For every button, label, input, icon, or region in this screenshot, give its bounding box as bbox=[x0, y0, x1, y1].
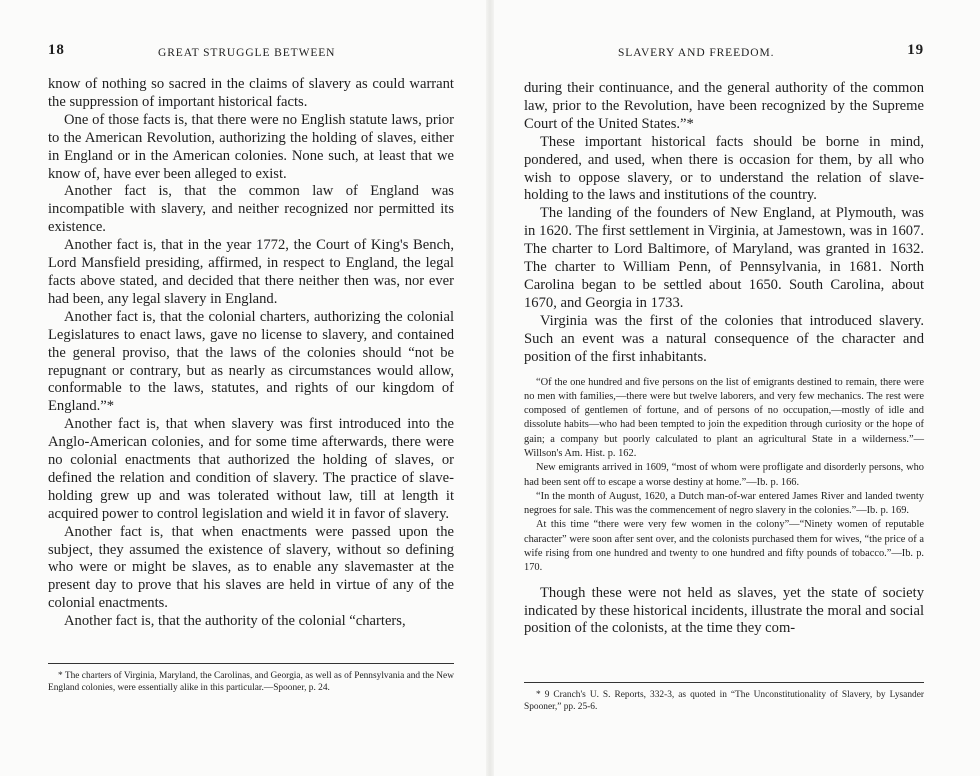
running-head: SLAVERY AND FREEDOM. bbox=[618, 47, 775, 59]
right-page-header bbox=[524, 44, 924, 66]
paragraph: Virginia was the first of the colonies that introduced slavery. Such an event was a natural consequence of the character and position of the first inhabitants. bbox=[524, 312, 924, 365]
quote-paragraph: New emigrants arrived in 1609, “most of whom were profligate and disorderly persons, who had been sent off to escape a worse destiny at home.”—Ib. p. 166. bbox=[524, 462, 924, 488]
quote-paragraph: “Of the one hundred and five persons on the list of emigrants destined to remain, there were no men with families,—there were but twelve laborers, and very few mechanics. The rest were composed of gentlemen of fortune, and of persons of no occupation,—mostly of idle and dissolute habits—who had been tempted to join the expedition through curiosity or the hope of gain; a company but poorly calculated to plant an agricultural State in a wilderness.”—Willson's Am. Hist. p. 162. bbox=[524, 376, 924, 459]
paragraph: Another fact is, that the authority of the colonial “charters, bbox=[64, 613, 406, 630]
right-page bbox=[490, 0, 980, 776]
paragraph: Another fact is, that in the year 1772, the Court of King's Bench, Lord Mansfield presiding, affirmed, in respect to England, the legal facts above stated, and decided that there neither then was, nor ever had been, any legal slavery in England. bbox=[48, 237, 454, 307]
paragraph: Another fact is, that the common law of England was incompatible with slavery, and neither recognized nor permitted its existence. bbox=[48, 183, 454, 236]
page-number: 19 bbox=[907, 42, 924, 58]
paragraph: know of nothing so sacred in the claims of slavery as could warrant the suppression of important historical facts. bbox=[48, 76, 454, 110]
left-page-header bbox=[48, 44, 454, 66]
paragraph: during their continuance, and the general authority of the common law, prior to the Revolution, have been recognized by the Supreme Court of the United States.”* bbox=[524, 80, 924, 132]
running-head: GREAT STRUGGLE BETWEEN bbox=[158, 47, 336, 59]
left-page-body bbox=[48, 76, 454, 631]
paragraph: The landing of the founders of New England, at Plymouth, was in 1620. The first settlement in Virginia, at Jamestown, was in 1607. The charter to Lord Baltimore, of Maryland, was granted in 1632. The charter to William Penn, of Pennsylvania, in 1681. North Carolina began to be settled about 1650. South Carolina, about 1670, and Georgia in 1733. bbox=[524, 205, 924, 311]
quote-paragraph: At this time “there were very few women in the colony”—“Ninety women of reputable character” were soon after sent over, and the colonists purchased them for wives, “the price of a wife rising from one hundred and twenty to one hundred and fifty pounds of tobacco.”—Ib. p. 170. bbox=[524, 519, 924, 574]
right-page-body bbox=[524, 80, 924, 638]
footnote: * The charters of Virginia, Maryland, the Carolinas, and Georgia, as well as of Pennsylvania and the New England colonies, were essentially alike in this particular.—Spooner, p. 24. bbox=[48, 671, 454, 694]
paragraph: Another fact is, that when slavery was first introduced into the Anglo-American colonies, and for some time afterwards, there were no colonial enactments that authorized the holding of slaves, or defined the relation and condition of slavery. The practice of slave-holding grew up and was tolerated without law, till at length it acquired power to control legislation and wield it in favor of slavery. bbox=[48, 416, 454, 522]
footnote: * 9 Cranch's U. S. Reports, 332-3, as quoted in “The Unconstitutionality of Slavery, by Lysander Spooner,” pp. 25-6. bbox=[524, 690, 924, 713]
quoted-extracts bbox=[524, 376, 924, 576]
quote-paragraph: “In the month of August, 1620, a Dutch man-of-war entered James River and landed twenty negroes for sale. This was the commencement of negro slavery in the colonies.”—Ib. p. 169. bbox=[524, 490, 924, 517]
paragraph: Another fact is, that the colonial charters, authorizing the colonial Legislatures to enact laws, gave no license to slavery, and contained the general proviso, that the laws of the colonies should “not be repugnant or contrary, but as nearly as circumstances would allow, conformable to the laws, statutes, and rights of our kingdom of England.”* bbox=[48, 308, 454, 415]
page-number: 18 bbox=[48, 42, 65, 58]
paragraph: One of those facts is, that there were no English statute laws, prior to the American Revolution, authorizing the holding of slaves, either in England or in the American colonies. None such, at least that we know of, have ever been alleged to exist. bbox=[48, 111, 454, 182]
paragraph: These important historical facts should be borne in mind, pondered, and used, when there is occasion for them, by all who wish to oppose slavery, or to understand the relation of slave-holding to the laws and institutions of the country. bbox=[524, 133, 924, 204]
footnote-rule bbox=[48, 663, 454, 664]
paragraph: Another fact is, that when enactments were passed upon the subject, they assumed the existence of slavery, without so defining who were or might be slaves, as to enable any slavemaster at the present day to prove that his slaves are held in virtue of any of the colonial enactments. bbox=[48, 523, 454, 612]
footnote-rule bbox=[524, 682, 924, 683]
paragraph: Though these were not held as slaves, yet the state of society indicated by these historical incidents, illustrate the moral and social position of the colonists, at the time they com- bbox=[524, 584, 924, 637]
